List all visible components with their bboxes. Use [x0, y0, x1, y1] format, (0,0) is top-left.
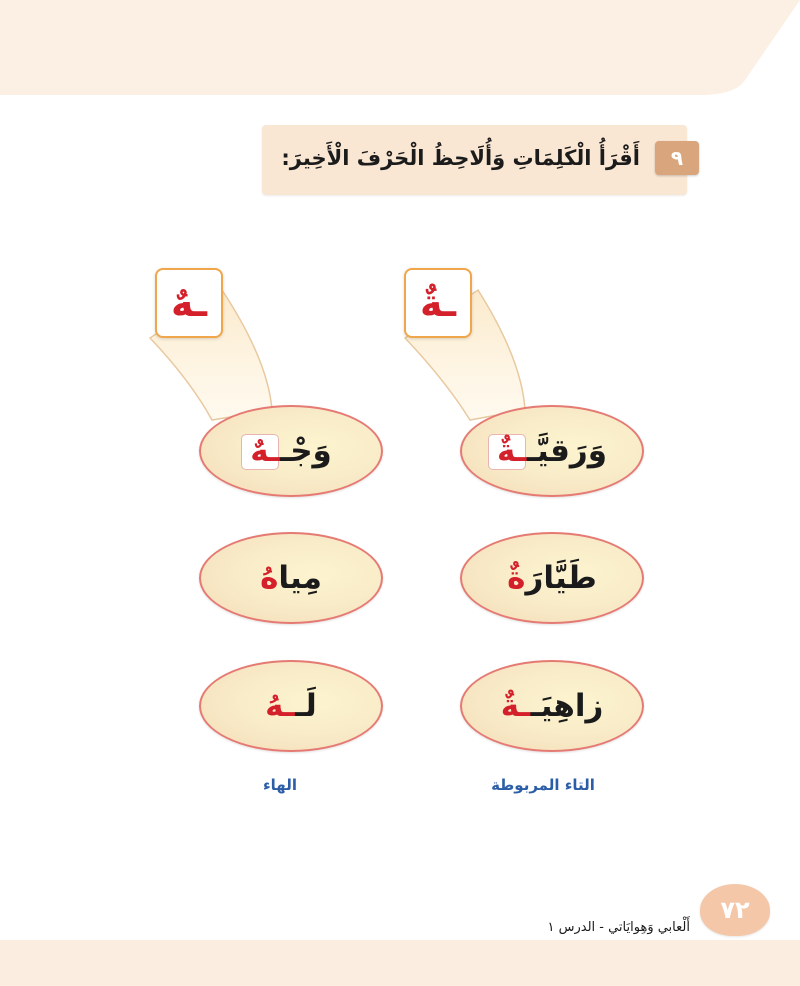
word-stem: طَيَّارَ [525, 560, 597, 596]
word-stem: مِيا [278, 560, 322, 596]
word-oval [460, 532, 644, 624]
word-stem: وَرَقيَّـ [526, 433, 608, 469]
lesson-footer-text: أَلْعابي وَهِوايَاتي - الدرس ١ [547, 920, 690, 935]
word-oval [199, 660, 383, 752]
word-stem: زاهِيَـ [530, 688, 604, 724]
word-ending: ـةٌ [496, 433, 527, 469]
instruction-text: أَقْرَأُ الْكَلِمَاتِ وَأُلَاحِظُ الْحَرْفَ الْأَخِيرَ: [281, 146, 640, 170]
word-text [462, 662, 642, 750]
letter-card-ha: ـهٌ [155, 268, 223, 338]
word-text [462, 534, 642, 622]
word-text [462, 407, 642, 495]
word-text [201, 662, 381, 750]
letter-card-ta-marbuta: ـةٌ [404, 268, 472, 338]
page-number-badge: ٧٢ [700, 884, 770, 936]
word-ending: ـهٌ [250, 433, 280, 469]
column-caption-ha: الهاء [263, 776, 297, 794]
exercise-number-badge: ٩ [655, 141, 699, 175]
word-stem: وَجْـ [279, 433, 332, 469]
word-ending: هُ [260, 560, 279, 596]
column-caption-ta-marbuta: التاء المربوطة [491, 776, 595, 794]
bottom-banner [0, 940, 800, 986]
word-ending: ـهُ [265, 688, 295, 724]
word-ending: ةٌ [507, 560, 526, 596]
word-oval [460, 405, 644, 497]
word-oval [199, 405, 383, 497]
word-stem: لَـ [294, 688, 317, 724]
word-oval [199, 532, 383, 624]
word-text [201, 407, 381, 495]
word-ending: ـةٌ [500, 688, 531, 724]
word-text [201, 534, 381, 622]
word-oval [460, 660, 644, 752]
